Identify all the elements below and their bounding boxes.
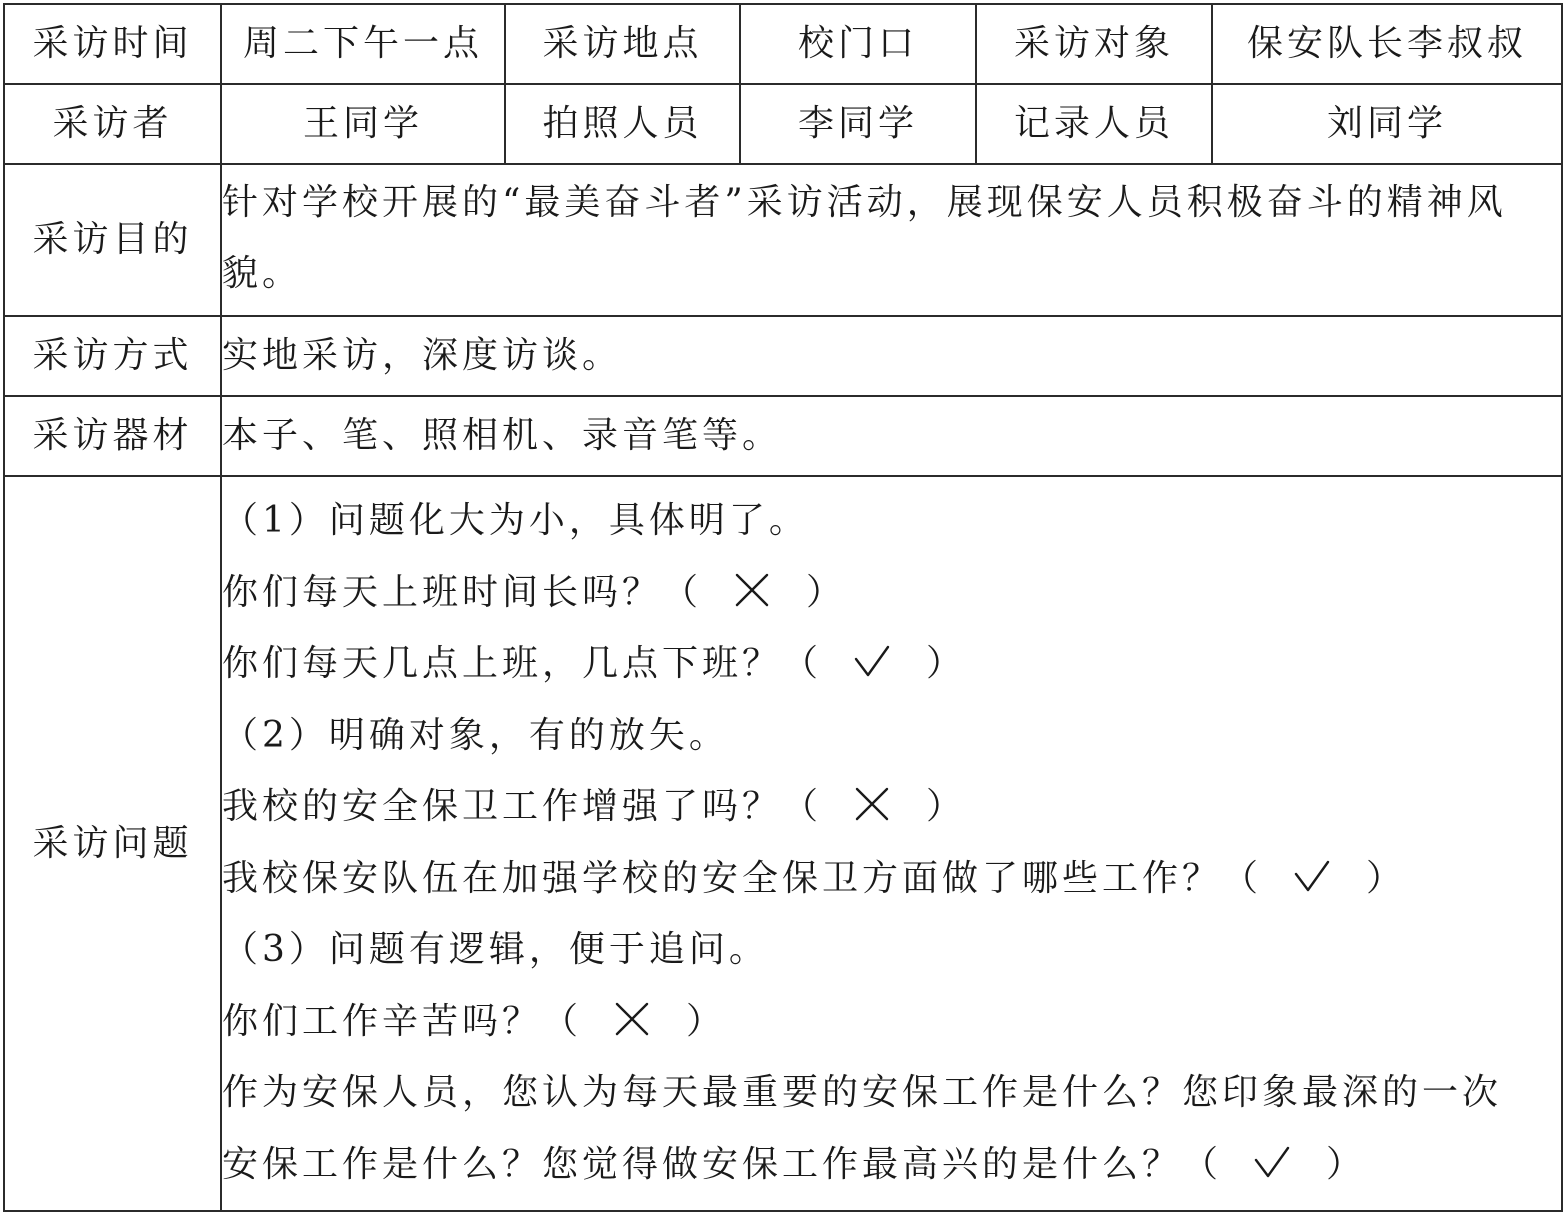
question-text: 我校保安队伍在加强学校的安全保卫方面做了哪些工作？: [222, 857, 1223, 899]
purpose-text: 针对学校开展的“最美奋斗者”采访活动，展现保安人员积极奋斗的精神风貌。: [222, 182, 1507, 294]
answer-paren-open: （: [542, 1000, 579, 1042]
place-label: 采访地点: [505, 4, 740, 84]
method-text: 实地采访，深度访谈。: [221, 316, 1562, 396]
answer-paren-close: ）: [926, 643, 963, 684]
purpose-row: [4, 164, 1562, 316]
question-list: [222, 477, 1561, 1210]
questions-row: [4, 476, 1562, 1211]
question-text: （1）问题化大为小，具体明了。: [222, 500, 809, 541]
question-line: [222, 986, 1561, 1058]
cross-mark-icon: [734, 572, 770, 608]
cross-mark-icon: [854, 786, 890, 822]
question-line: [222, 843, 1561, 915]
recorder-value: 刘同学: [1212, 84, 1562, 164]
question-text: 你们工作辛苦吗？: [222, 1000, 543, 1042]
question-line: [222, 1129, 1561, 1201]
questions-label: 采访问题: [4, 476, 221, 1211]
question-text: （3）问题有逻辑，便于追问。: [222, 929, 769, 970]
question-text: 你们每天上班时间长吗？: [222, 571, 663, 613]
question-text: （2）明确对象，有的放矢。: [222, 714, 729, 756]
answer-paren-close: ）: [806, 571, 843, 613]
question-line: [222, 914, 1561, 986]
answer-paren-close: ）: [1366, 857, 1403, 899]
question-line: [222, 700, 1561, 772]
target-label: 采访对象: [976, 4, 1212, 84]
check-mark-icon: [1294, 858, 1330, 894]
answer-paren-open: （: [782, 643, 819, 684]
answer-paren-close: ）: [1326, 1143, 1363, 1185]
answer-paren-open: （: [1182, 1143, 1219, 1185]
answer-paren-close: ）: [926, 786, 963, 827]
header-row: [4, 4, 1562, 84]
place-value: 校门口: [740, 4, 976, 84]
photographer-value: 李同学: [740, 84, 976, 164]
answer-paren-open: （: [662, 571, 699, 613]
answer-paren-open: （: [782, 786, 819, 827]
question-text: 作为安保人员，您认为每天最重要的安保工作是什么？您印象最深的一次: [222, 1072, 1503, 1113]
interviewer-label: 采访者: [4, 84, 221, 164]
purpose-label: 采访目的: [4, 164, 221, 316]
question-text: 我校的安全保卫工作增强了吗？: [222, 786, 783, 827]
equipment-label: 采访器材: [4, 396, 221, 476]
questions-cell: [221, 476, 1562, 1211]
question-line: [222, 1057, 1561, 1129]
method-label: 采访方式: [4, 316, 221, 396]
photographer-label: 拍照人员: [505, 84, 740, 164]
interviewer-value: 王同学: [221, 84, 505, 164]
target-value: 保安队长李叔叔: [1212, 4, 1562, 84]
equipment-text: 本子、笔、照相机、录音笔等。: [221, 396, 1562, 476]
question-text: 你们每天几点上班，几点下班？: [222, 643, 783, 684]
time-label: 采访时间: [4, 4, 221, 84]
interview-plan-table: [3, 3, 1563, 1212]
method-row: [4, 316, 1562, 396]
check-mark-icon: [854, 643, 890, 679]
question-text: 安保工作是什么？您觉得做安保工作最高兴的是什么？: [222, 1143, 1183, 1185]
question-line: [222, 771, 1561, 843]
purpose-cell: [221, 164, 1562, 316]
question-line: [222, 557, 1561, 629]
check-mark-icon: [1254, 1144, 1290, 1180]
equipment-row: [4, 396, 1562, 476]
staff-row: [4, 84, 1562, 164]
time-value: 周二下午一点: [221, 4, 505, 84]
question-line: [222, 628, 1561, 700]
answer-paren-close: ）: [686, 1000, 723, 1042]
cross-mark-icon: [614, 1001, 650, 1037]
recorder-label: 记录人员: [976, 84, 1212, 164]
question-line: [222, 485, 1561, 557]
answer-paren-open: （: [1222, 857, 1259, 899]
